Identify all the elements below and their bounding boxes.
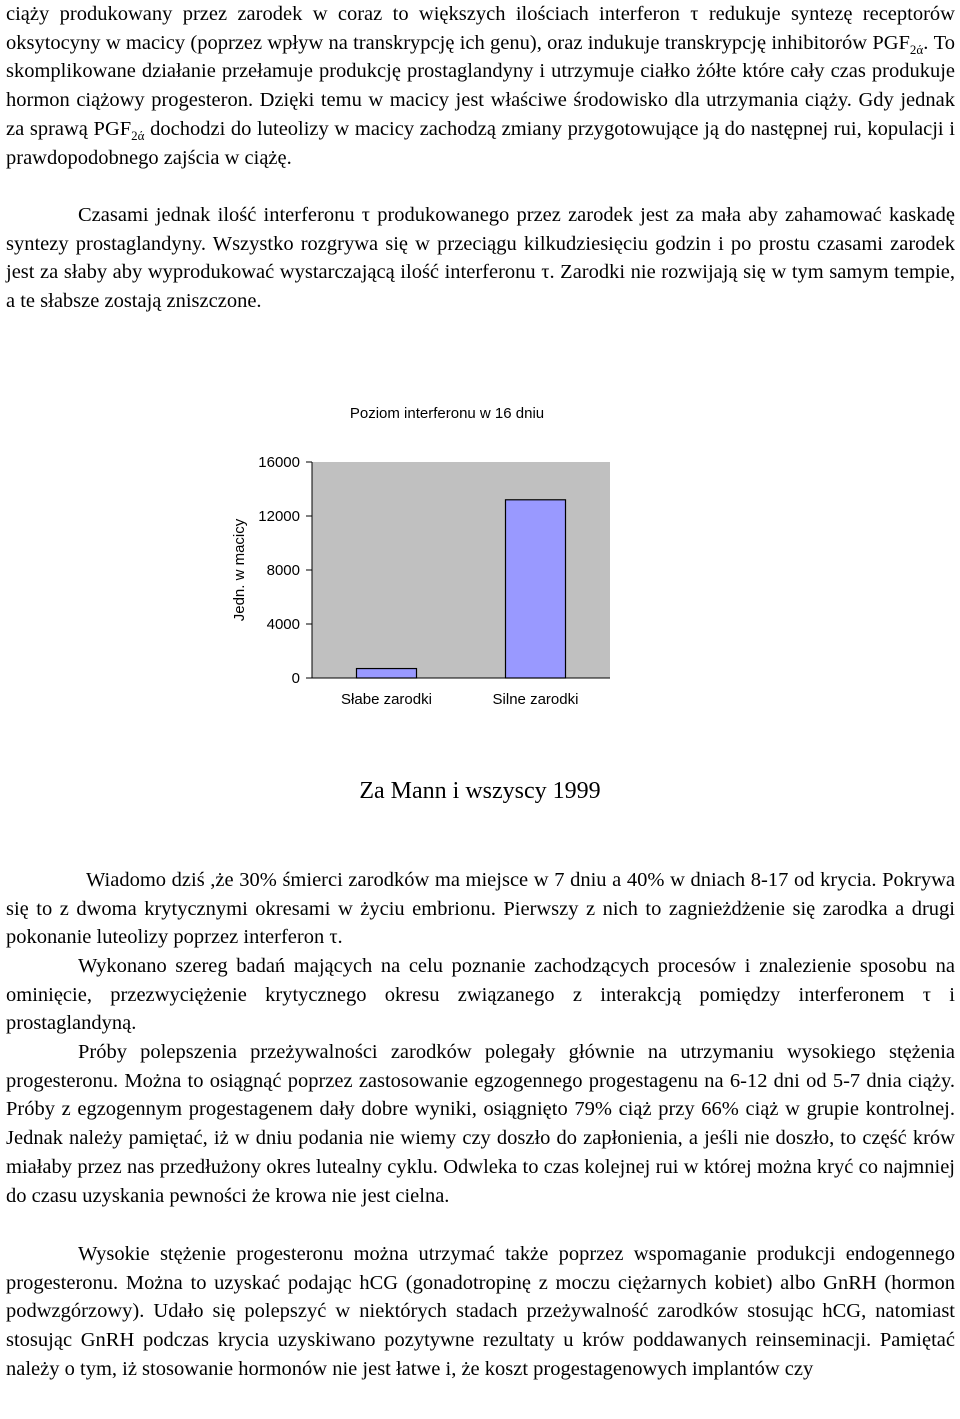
paragraph-top-part3: dochodzi do luteolizy w macicy zachodzą zmiany przygotowujące ją do następnej rui, kopulacji i prawdopodobnego zajścia w ciążę.	[6, 117, 955, 169]
paragraph-top-part2: . To skomplikowane działanie przełamuje produkcję prostaglandyny i utrzymuje ciałko żółte które cały czas produkuje hormon ciążowy progesteron. Dzięki temu w macicy jest właściwe środowisko dla utrzymania ciąży. Gdy jednak za sprawą PGF	[6, 31, 955, 140]
paragraph-wykonano: Wykonano szereg badań mających na celu poznanie zachodzących procesów i znalezienie sposobu na ominięcie, przezwyciężenie krytycznego okresu związanego z interakcją pomiędzy interferonem τ i prostaglandyną.	[6, 955, 955, 1035]
x-category-label: Słabe zarodki	[341, 691, 432, 708]
subscript-alpha: 2ά	[131, 127, 145, 143]
paragraph-top	[6, 0, 955, 172]
y-tick-label: 4000	[266, 616, 300, 633]
figure-caption: Za Mann i wszyscy 1999	[359, 778, 601, 804]
paragraph-proby: Próby polepszenia przeżywalności zarodków polegały głównie na utrzymaniu wysokiego stężenia progesteronu. Można to osiągnąć poprzez zastosowanie egzogennego progestagenu na 6-12 dni od 5-7 dnia ciąży. Próby z egzogennym progestagenem dały dobre wyniki, osiągnięto 79% ciąż przy 66% ciąż w grupie kontrolnej. Jednak należy pamiętać, iż w dniu podania nie wiemy czy doszło do zapłonienia, a jeśli nie doszło, to część krów miałaby przez nas przedłużony okres lutealny cyklu. Odwleka to czas kolejnej rui w której można kryć co najmniej do czasu uzyskania pewności że krowa nie jest cielna.	[6, 1041, 955, 1207]
y-axis-label: Jedn. w macicy	[231, 518, 248, 622]
y-tick-label: 16000	[258, 454, 300, 471]
chart-title: Poziom interferonu w 16 dniu	[349, 405, 545, 422]
bar-0	[357, 669, 417, 678]
x-category-label: Silne zarodki	[492, 691, 579, 708]
paragraph-czasami: Czasami jednak ilość interferonu τ produkowanego przez zarodek jest za mała aby zahamować kaskadę syntezy prostaglandyny. Wszystko rozgrywa się w przeciągu kilkudziesięciu godzin i po prostu czasami zarodek jest za słaby aby wyprodukować wystarczającą ilość interferonu τ. Zarodki nie rozwijają się w tym samym tempie, a te słabsze zostają zniszczone.	[6, 204, 955, 313]
interferon-bar-chart	[0, 390, 960, 730]
y-tick-label: 8000	[266, 562, 300, 579]
y-tick-label: 12000	[258, 508, 300, 525]
paragraph-top-part1: ciąży produkowany przez zarodek w coraz to większych ilościach interferon τ redukuje syntezę receptorów oksytocyny w macicy (poprzez wpływ na transkrypcję ich genu), oraz indukuje transkrypcję inhibitorów PGF	[6, 3, 955, 54]
paragraph-wiadomo: Wiadomo dziś ,że 30% śmierci zarodków ma miejsce w 7 dniu a 40% w dniach 8-17 od krycia. Pokrywa się to z dwoma krytycznymi okresami w życiu embrionu. Pierwszy z nich to zagnieżdżenie się zarodka a drugi pokonanie luteolizy poprzez interferon τ.	[6, 869, 955, 949]
subscript-alpha: 2ά	[909, 41, 924, 57]
y-tick-label: 0	[291, 670, 300, 687]
paragraph-wysokie: Wysokie stężenie progesteronu można utrzymać także poprzez wspomaganie produkcji endogennego progesteronu. Można to uzyskać podając hCG (gonadotropinę z moczu ciężarnych kobiet) albo GnRH (hormon podwzgórzowy). Udało się polepszyć w niektórych stadach przeżywalność zarodków stosując hCG, natomiast stosując GnRH podczas krycia uzyskiwano pozytywne rezultaty u krów poddawanych reinseminacji. Pamiętać należy o tym, iż stosowanie hormonów nie jest łatwe i, że koszt progestagenowych implantów czy	[6, 1243, 955, 1380]
bar-1	[506, 500, 566, 678]
